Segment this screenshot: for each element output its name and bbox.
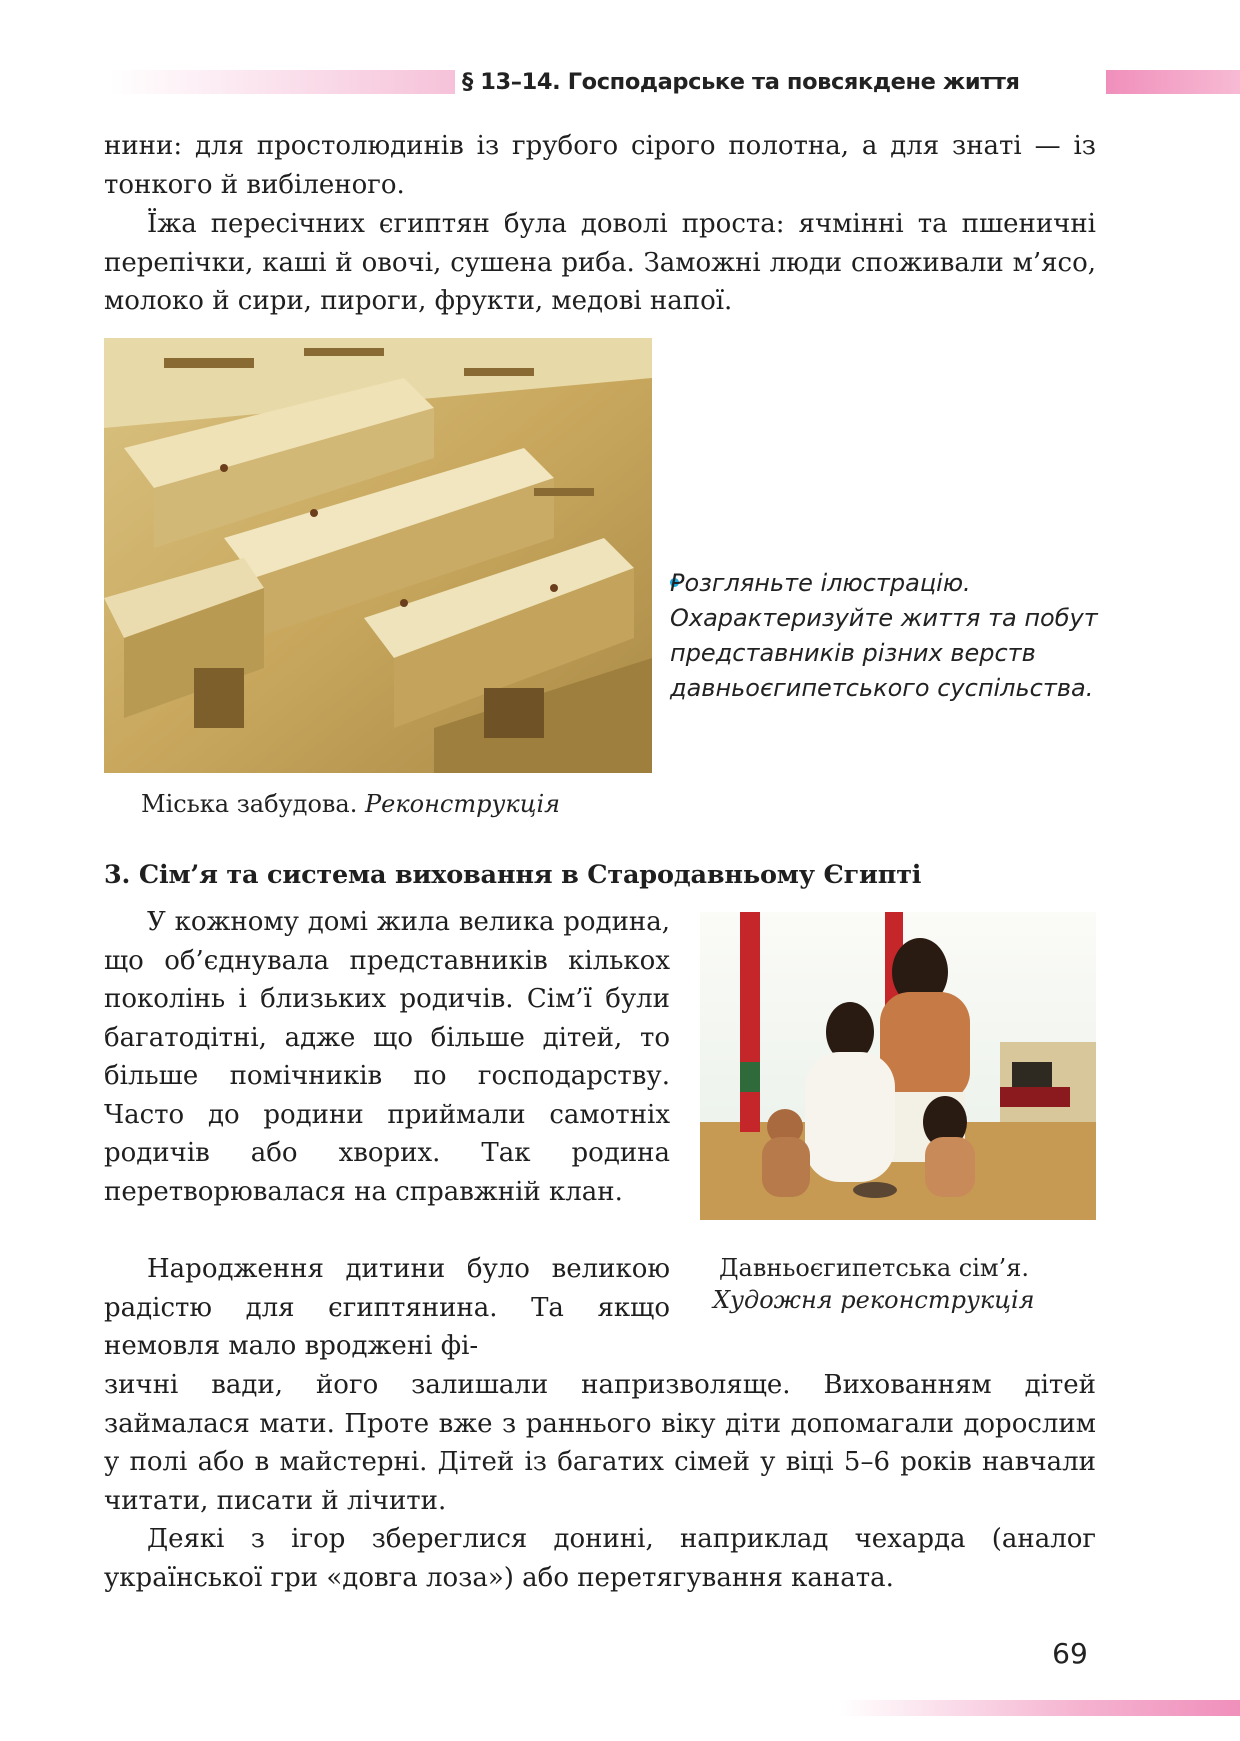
illustration-question: Розгляньте ілюстрацію. Охарактеризуйте життя та побут представників різних верств давньоєгипетського суспільства. <box>670 569 1098 702</box>
page-number: 69 <box>1052 1637 1088 1670</box>
header-decor-band-left <box>110 70 455 94</box>
footer-decor-band <box>840 1700 1240 1716</box>
paragraph-games: Деякі з ігор збереглися донині, наприклад чехарда (аналог української гри «довга лоза») або перетягування каната. <box>104 1524 1096 1593</box>
city-buildings-illustration <box>104 338 652 773</box>
city-caption-text: Міська забудова. <box>141 790 365 818</box>
egyptian-family-illustration <box>700 912 1096 1220</box>
section-heading: 3. Сім’я та система виховання в Стародавньому Єгипті <box>104 860 922 890</box>
paragraph-food: Їжа пересічних єгиптян була доволі проста: ячмінні та пшеничні перепічки, каші й овочі, сушена риба. Заможні люди споживали м’ясо, молоко й сири, пироги, фрукти, медові напої. <box>104 209 1096 316</box>
family-caption-line1: Давньоєгипетська сім’я. <box>719 1254 1029 1282</box>
city-caption-italic: Реконструкція <box>364 790 561 818</box>
paragraph-birth-end: зичні вади, його залишали напризволяще. Вихованням дітей займалася мати. Проте вже з раннього віку діти допомагали дорослим у полі або в майстерні. Дітей із багатих сімей у віці 5–6 років навчали читати, писати й лічити. <box>104 1370 1096 1516</box>
running-header-title: § 13–14. Господарське та повсякдене життя <box>462 69 1020 95</box>
header-decor-band-right <box>1106 70 1240 94</box>
paragraph-birth-start: Народження дитини було великою радістю для єгиптянина. Та якщо немовля мало вроджені фі- <box>104 1254 670 1361</box>
paragraph-clothing-end: нини: для простолюдинів із грубого сірого полотна, а для знаті — із тонкого й вибіленого. <box>104 131 1096 200</box>
paragraph-family: У кожному домі жила велика родина, що об’єднувала представників кількох поколінь і близьких родичів. Сім’ї були багатодітні, адже що більше дітей, то більше помічників по господарству. Часто до родини приймали самотніх родичів або хворих. Так родина перетворювалася на справжній клан. <box>104 907 670 1207</box>
city-illustration-caption <box>141 788 560 821</box>
family-caption-line2: Художня реконструкція <box>713 1286 1035 1314</box>
